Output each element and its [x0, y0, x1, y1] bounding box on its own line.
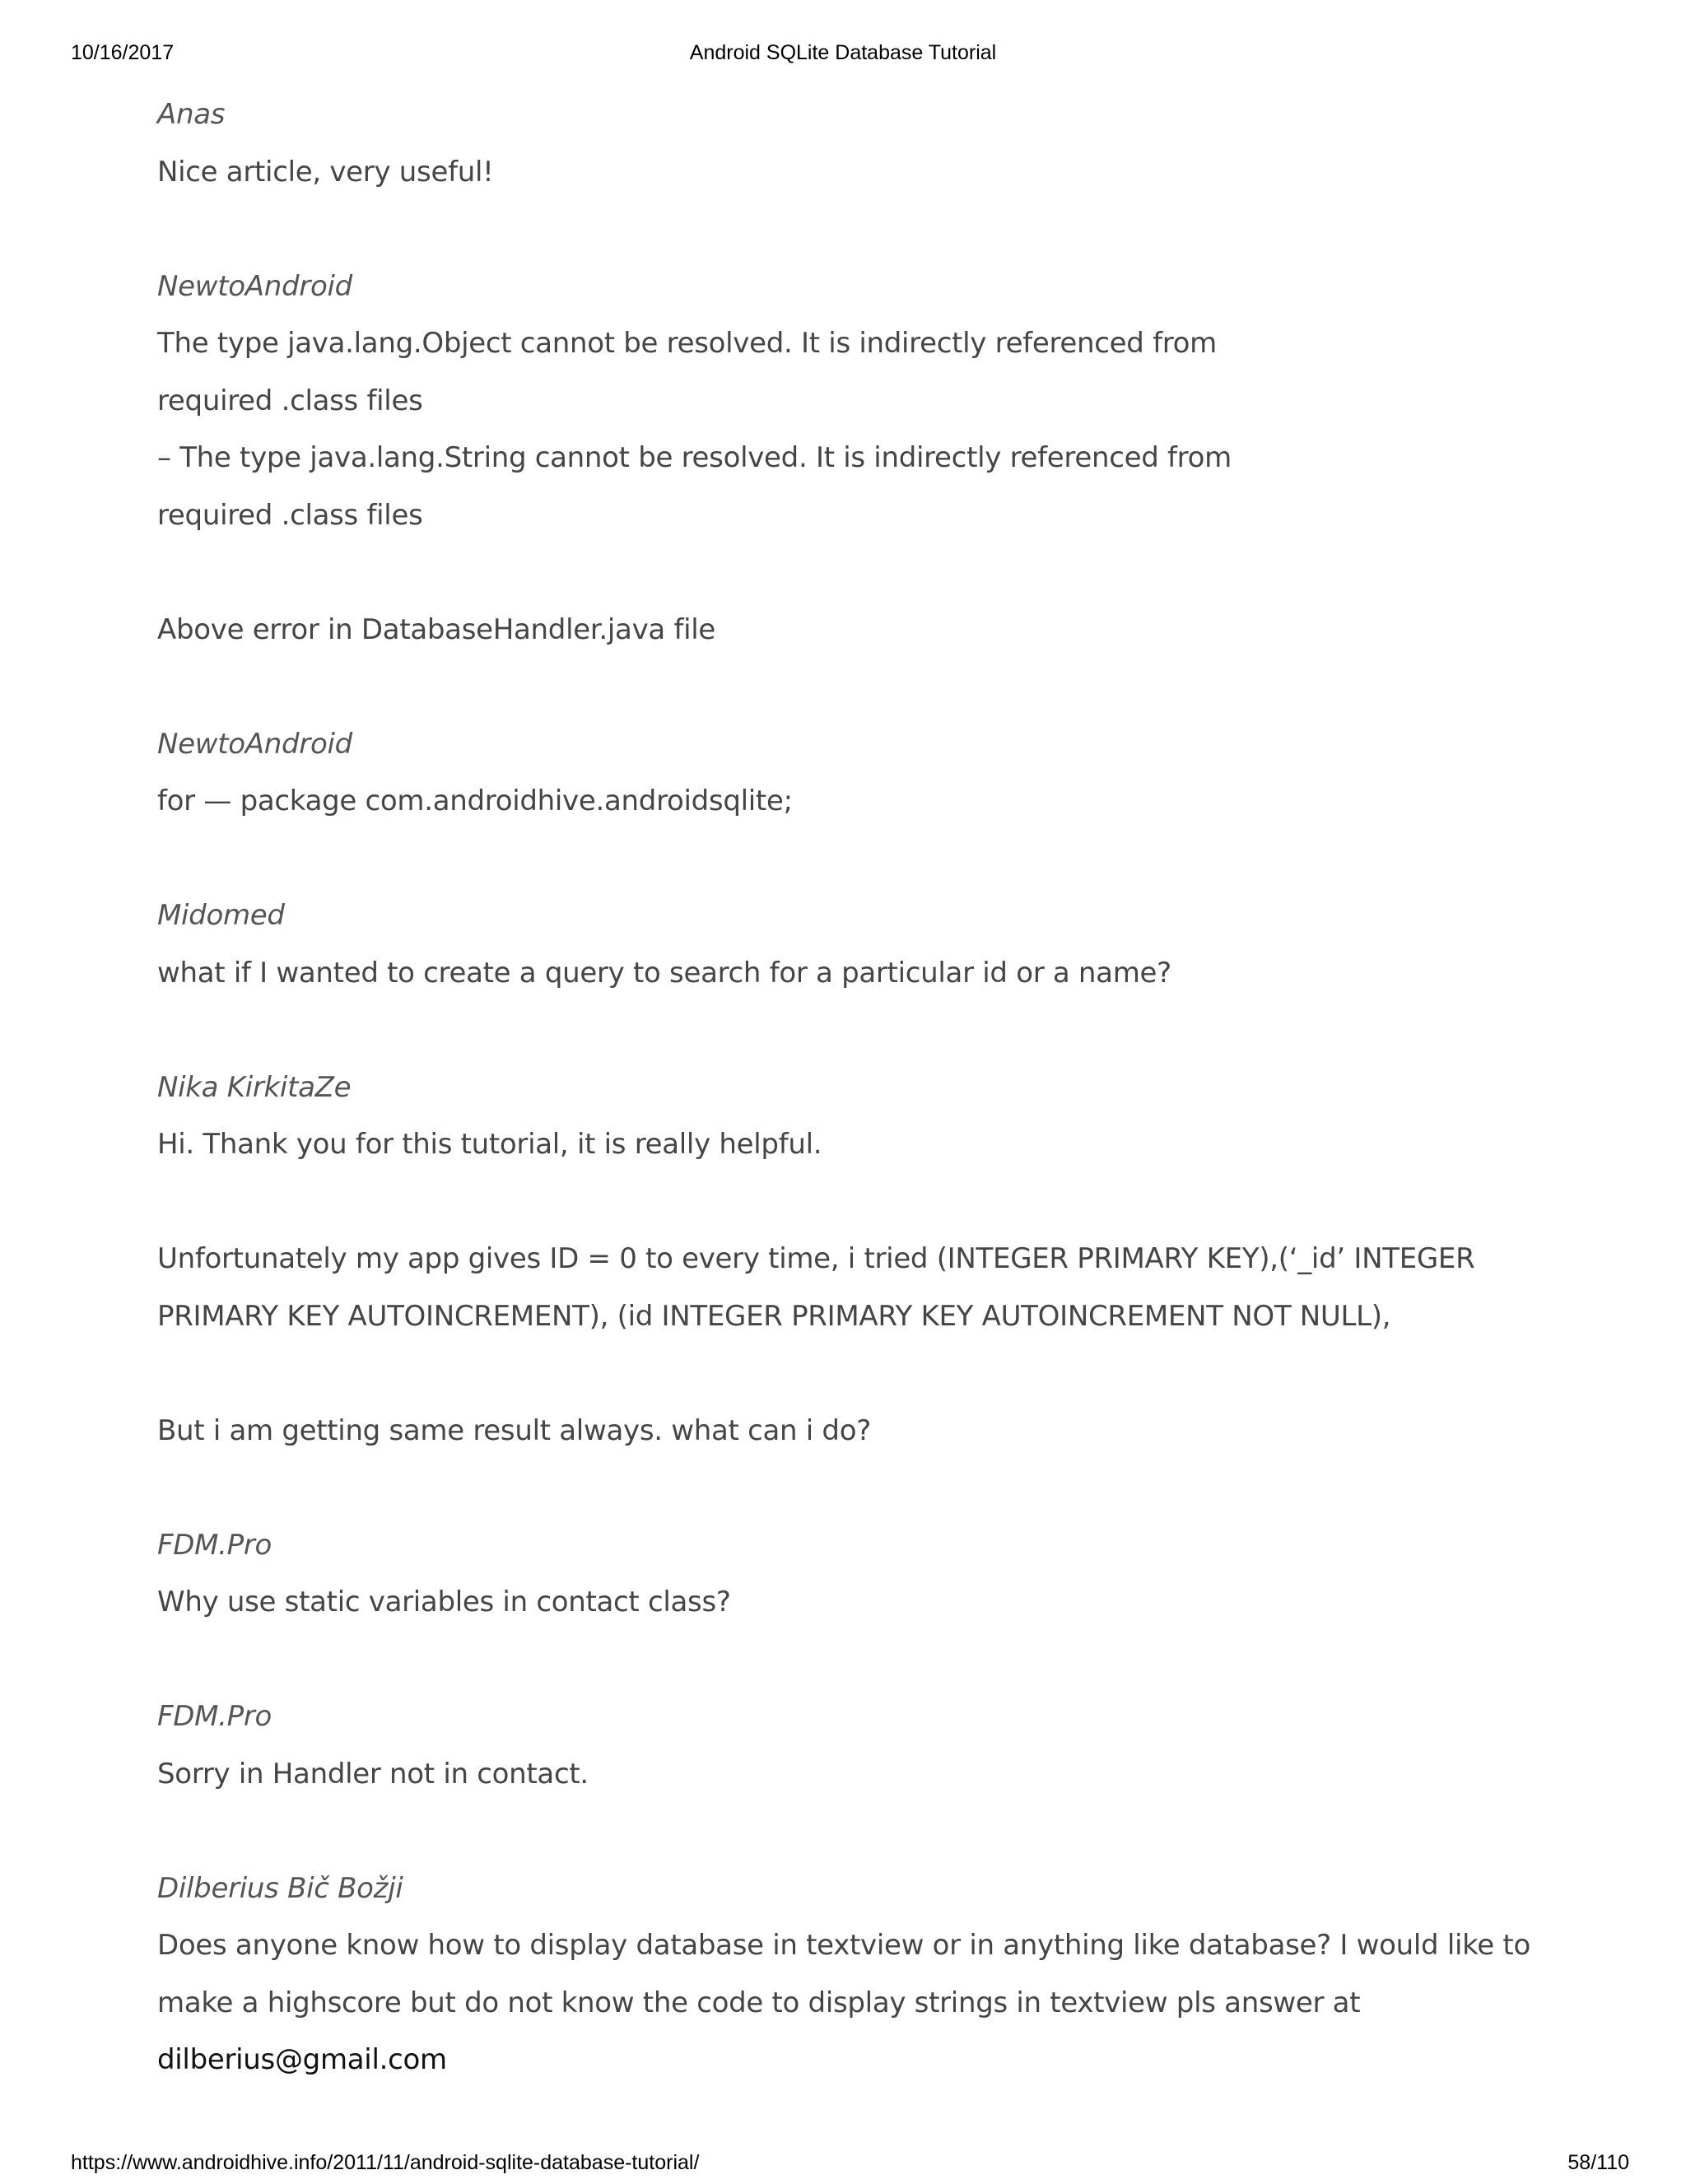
comment-author: NewtoAndroid: [157, 269, 352, 303]
comment: [157, 1860, 1530, 2089]
comment-text-line: Does anyone know how to display database in textview or in anything like database? I would like to: [157, 1929, 1530, 1962]
comment-separator: [157, 1803, 1524, 1860]
comment-text-line: PRIMARY KEY AUTOINCREMENT), (id INTEGER PRIMARY KEY AUTOINCREMENT NOT NULL),: [157, 1299, 1391, 1333]
comment-blank-line: [157, 1174, 1524, 1232]
comment-author: FDM.Pro: [157, 1700, 272, 1733]
comment-text-line: Above error in DatabaseHandler.java file: [157, 612, 716, 646]
comment: [157, 887, 1524, 1002]
comment: [157, 86, 1524, 201]
comment: [157, 258, 1524, 659]
comment-text-line: Unfortunately my app gives ID = 0 to every time, i tried (INTEGER PRIMARY KEY),(‘_id’ INTEGER: [157, 1242, 1475, 1275]
comment-separator: [157, 1460, 1524, 1517]
comment-author: NewtoAndroid: [157, 727, 352, 761]
print-page-number: 58/110: [1567, 2151, 1629, 2174]
comment-blank-line: [157, 544, 1524, 602]
comment-text-line: – The type java.lang.String cannot be resolved. It is indirectly referenced from: [157, 441, 1232, 474]
print-page-title: Android SQLite Database Tutorial: [689, 41, 997, 64]
comment-blank-line: [157, 1345, 1524, 1403]
print-footer: [0, 2151, 1686, 2184]
comment: [157, 1688, 1524, 1803]
comment: [157, 1517, 1524, 1632]
comment-text-line: for — package com.androidhive.androidsqlite;: [157, 785, 793, 817]
comment-text-line: The type java.lang.Object cannot be resolved. It is indirectly referenced from: [157, 327, 1217, 360]
comment-separator: [157, 659, 1524, 716]
comment: [157, 716, 1524, 831]
comment-text-line: required .class files: [157, 384, 423, 417]
comment-text-line: But i am getting same result always. what can i do?: [157, 1413, 871, 1447]
comment-author: Anas: [157, 98, 226, 131]
comment-author: Nika KirkitaZe: [157, 1070, 352, 1104]
comment-author: Dilberius Bič Božji: [157, 1871, 403, 1905]
comment-text-line: required .class files: [157, 498, 423, 532]
comment-text-line: make a highscore but do not know the code to display strings in textview pls answer at: [157, 1986, 1361, 2019]
comment-author: FDM.Pro: [157, 1528, 272, 1562]
comment-separator: [157, 201, 1524, 258]
comment-list: [157, 86, 1530, 2089]
comment-text-line: Hi. Thank you for this tutorial, it is really helpful.: [157, 1128, 822, 1161]
comment-text-line: Sorry in Handler not in contact.: [157, 1757, 589, 1791]
comment-text-line: what if I wanted to create a query to search for a particular id or a name?: [157, 956, 1171, 990]
print-url: https://www.androidhive.info/2011/11/android-sqlite-database-tutorial/: [71, 2151, 700, 2174]
comment-text-line: Why use static variables in contact class?: [157, 1586, 731, 1618]
comment-email-link[interactable]: dilberius@gmail.com: [157, 2043, 447, 2076]
comment-separator: [157, 1632, 1524, 1689]
comment-text-line: Nice article, very useful!: [157, 155, 494, 189]
comment-separator: [157, 1002, 1524, 1059]
comment: [157, 1059, 1524, 1460]
comment-separator: [157, 831, 1524, 888]
comment-author: Midomed: [157, 899, 285, 932]
print-header: [0, 41, 1686, 74]
print-date: 10/16/2017: [71, 41, 175, 64]
